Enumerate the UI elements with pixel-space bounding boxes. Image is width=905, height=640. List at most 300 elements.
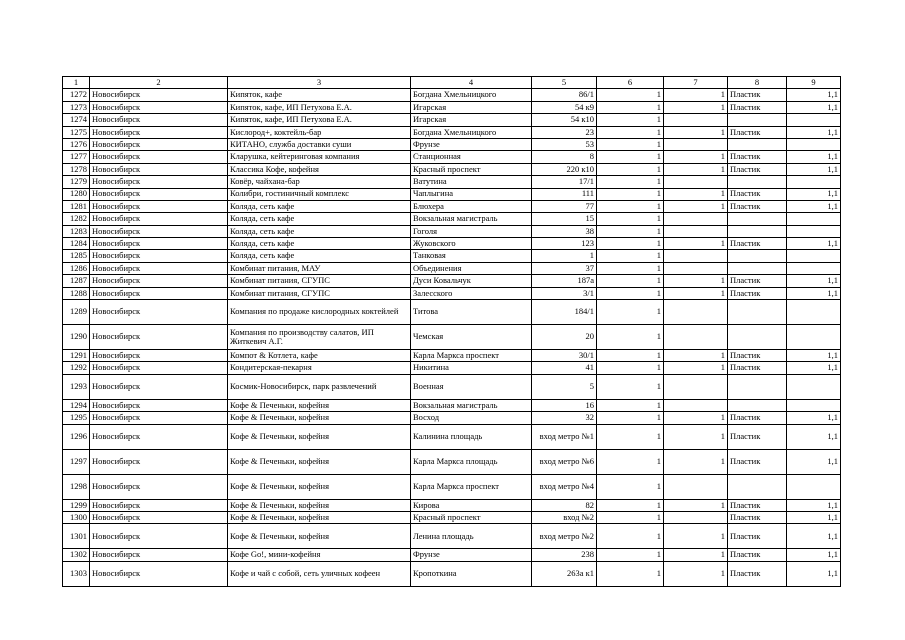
street-cell: Титова [411,300,532,325]
name-cell: Кофе & Печеньки, кофейня [228,499,411,511]
city-cell: Новосибирск [90,188,228,200]
house-cell: 263а к1 [532,561,597,586]
table-row [63,499,841,511]
city-cell: Новосибирск [90,412,228,424]
material-cell [728,138,787,150]
city-cell: Новосибирск [90,225,228,237]
street-cell: Жуковского [411,238,532,250]
table-row [63,262,841,274]
street-cell: Никитина [411,362,532,374]
house-cell: 123 [532,238,597,250]
house-cell: 54 к9 [532,101,597,113]
table-row [63,225,841,237]
material-cell [728,213,787,225]
name-cell: Компания по продаже кислородных коктейлей [228,300,411,325]
col7-cell [664,250,728,262]
col6-cell: 1 [597,561,664,586]
table-body [63,89,841,586]
street-cell: Блюхера [411,200,532,212]
name-cell: Кофе & Печеньки, кофейня [228,412,411,424]
row-number-cell: 1291 [63,350,90,362]
row-number-cell: 1289 [63,300,90,325]
street-cell: Ленина площадь [411,524,532,549]
material-cell [728,474,787,499]
col6-cell: 1 [597,511,664,523]
city-cell: Новосибирск [90,350,228,362]
row-number-cell: 1287 [63,275,90,287]
value-cell [787,262,841,274]
value-cell: 1,1 [787,101,841,113]
value-cell: 1,1 [787,200,841,212]
value-cell: 1,1 [787,561,841,586]
value-cell [787,114,841,126]
city-cell: Новосибирск [90,151,228,163]
name-cell: Кофе & Печеньки, кофейня [228,474,411,499]
table-row [63,424,841,449]
header-cell: 9 [787,77,841,89]
table-row [63,449,841,474]
street-cell: Игарская [411,101,532,113]
city-cell: Новосибирск [90,176,228,188]
name-cell: Кофе и чай с собой, сеть уличных кофеен [228,561,411,586]
house-cell: вход №2 [532,511,597,523]
table-row [63,549,841,561]
header-row [63,77,841,89]
row-number-cell: 1290 [63,325,90,350]
col6-cell: 1 [597,362,664,374]
street-cell: Красный проспект [411,511,532,523]
row-number-cell: 1279 [63,176,90,188]
street-cell: Станционная [411,151,532,163]
col7-cell: 1 [664,287,728,299]
header-cell: 5 [532,77,597,89]
name-cell: Кипяток, кафе [228,89,411,101]
city-cell: Новосибирск [90,424,228,449]
city-cell: Новосибирск [90,511,228,523]
city-cell: Новосибирск [90,138,228,150]
value-cell: 1,1 [787,499,841,511]
col6-cell: 1 [597,138,664,150]
material-cell: Пластик [728,549,787,561]
city-cell: Новосибирск [90,362,228,374]
material-cell: Пластик [728,200,787,212]
material-cell: Пластик [728,101,787,113]
row-number-cell: 1282 [63,213,90,225]
col6-cell: 1 [597,225,664,237]
street-cell: Объединения [411,262,532,274]
table-row [63,126,841,138]
col7-cell: 1 [664,163,728,175]
data-table [62,76,841,587]
row-number-cell: 1274 [63,114,90,126]
material-cell [728,225,787,237]
col6-cell: 1 [597,424,664,449]
row-number-cell: 1276 [63,138,90,150]
material-cell [728,176,787,188]
name-cell: Кофе & Печеньки, кофейня [228,449,411,474]
material-cell: Пластик [728,163,787,175]
row-number-cell: 1278 [63,163,90,175]
house-cell: 238 [532,549,597,561]
value-cell: 1,1 [787,89,841,101]
table-row [63,89,841,101]
city-cell: Новосибирск [90,200,228,212]
material-cell: Пластик [728,126,787,138]
col7-cell: 1 [664,449,728,474]
col6-cell: 1 [597,250,664,262]
house-cell: 1 [532,250,597,262]
col6-cell: 1 [597,499,664,511]
house-cell: 20 [532,325,597,350]
city-cell: Новосибирск [90,287,228,299]
material-cell [728,325,787,350]
row-number-cell: 1303 [63,561,90,586]
row-number-cell: 1272 [63,89,90,101]
col7-cell [664,511,728,523]
name-cell: Комбинат питания, СГУПС [228,287,411,299]
value-cell: 1,1 [787,188,841,200]
spreadsheet-table-container [62,76,841,587]
city-cell: Новосибирск [90,325,228,350]
row-number-cell: 1277 [63,151,90,163]
row-number-cell: 1297 [63,449,90,474]
row-number-cell: 1281 [63,200,90,212]
house-cell: 54 к10 [532,114,597,126]
value-cell: 1,1 [787,275,841,287]
value-cell [787,300,841,325]
name-cell: Кислород+, коктейль-бар [228,126,411,138]
house-cell: 3/1 [532,287,597,299]
value-cell: 1,1 [787,362,841,374]
col6-cell: 1 [597,89,664,101]
header-cell: 4 [411,77,532,89]
col6-cell: 1 [597,262,664,274]
header-cell: 3 [228,77,411,89]
street-cell: Богдана Хмельницкого [411,89,532,101]
row-number-cell: 1299 [63,499,90,511]
city-cell: Новосибирск [90,126,228,138]
street-cell: Карла Маркса проспект [411,350,532,362]
house-cell: 8 [532,151,597,163]
value-cell [787,250,841,262]
city-cell: Новосибирск [90,499,228,511]
material-cell: Пластик [728,89,787,101]
table-row [63,362,841,374]
material-cell: Пластик [728,188,787,200]
table-row [63,561,841,586]
table-row [63,412,841,424]
col6-cell: 1 [597,114,664,126]
col6-cell: 1 [597,101,664,113]
city-cell: Новосибирск [90,262,228,274]
col7-cell: 1 [664,424,728,449]
col7-cell [664,114,728,126]
col6-cell: 1 [597,126,664,138]
col6-cell: 1 [597,213,664,225]
table-row [63,163,841,175]
col7-cell: 1 [664,524,728,549]
material-cell [728,250,787,262]
material-cell [728,300,787,325]
house-cell: вход метро №1 [532,424,597,449]
col6-cell: 1 [597,300,664,325]
row-number-cell: 1288 [63,287,90,299]
col6-cell: 1 [597,200,664,212]
col7-cell [664,138,728,150]
col7-cell: 1 [664,238,728,250]
house-cell: 15 [532,213,597,225]
value-cell: 1,1 [787,424,841,449]
name-cell: Кофе & Печеньки, кофейня [228,511,411,523]
house-cell: 53 [532,138,597,150]
house-cell: 86/1 [532,89,597,101]
header-cell: 1 [63,77,90,89]
col7-cell [664,225,728,237]
city-cell: Новосибирск [90,524,228,549]
table-row [63,101,841,113]
table-row [63,275,841,287]
table-row [63,176,841,188]
table-row [63,374,841,399]
material-cell: Пластик [728,499,787,511]
col6-cell: 1 [597,549,664,561]
city-cell: Новосибирск [90,89,228,101]
material-cell: Пластик [728,449,787,474]
name-cell: Комбинат питания, МАУ [228,262,411,274]
name-cell: Кофе Go!, мини-кофейня [228,549,411,561]
house-cell: 16 [532,399,597,411]
city-cell: Новосибирск [90,549,228,561]
house-cell: 5 [532,374,597,399]
value-cell: 1,1 [787,549,841,561]
col7-cell [664,176,728,188]
city-cell: Новосибирск [90,300,228,325]
row-number-cell: 1293 [63,374,90,399]
col7-cell: 1 [664,188,728,200]
value-cell [787,399,841,411]
col6-cell: 1 [597,350,664,362]
col6-cell: 1 [597,412,664,424]
row-number-cell: 1295 [63,412,90,424]
street-cell: Восход [411,412,532,424]
city-cell: Новосибирск [90,449,228,474]
house-cell: 220 к10 [532,163,597,175]
col6-cell: 1 [597,325,664,350]
material-cell: Пластик [728,412,787,424]
col6-cell: 1 [597,399,664,411]
table-row [63,238,841,250]
row-number-cell: 1302 [63,549,90,561]
city-cell: Новосибирск [90,374,228,399]
name-cell: Комбинат питания, СГУПС [228,275,411,287]
house-cell: 37 [532,262,597,274]
col6-cell: 1 [597,238,664,250]
value-cell: 1,1 [787,126,841,138]
name-cell: Коляда, сеть кафе [228,225,411,237]
row-number-cell: 1300 [63,511,90,523]
house-cell: вход метро №4 [532,474,597,499]
value-cell: 1,1 [787,151,841,163]
street-cell: Кирова [411,499,532,511]
material-cell: Пластик [728,424,787,449]
street-cell: Чемская [411,325,532,350]
value-cell [787,213,841,225]
house-cell: 184/1 [532,300,597,325]
street-cell: Красный проспект [411,163,532,175]
col6-cell: 1 [597,188,664,200]
house-cell: 23 [532,126,597,138]
value-cell [787,474,841,499]
name-cell: Кипяток, кафе, ИП Петухова Е.А. [228,114,411,126]
street-cell: Чаплыгина [411,188,532,200]
col6-cell: 1 [597,275,664,287]
name-cell: Коляда, сеть кафе [228,238,411,250]
col7-cell: 1 [664,151,728,163]
value-cell: 1,1 [787,412,841,424]
name-cell: Колибри, гостиничный комплекс [228,188,411,200]
row-number-cell: 1273 [63,101,90,113]
material-cell: Пластик [728,238,787,250]
header-cell: 7 [664,77,728,89]
name-cell: Кипяток, кафе, ИП Петухова Е.А. [228,101,411,113]
material-cell: Пластик [728,151,787,163]
street-cell: Вокзальная магистраль [411,399,532,411]
row-number-cell: 1284 [63,238,90,250]
row-number-cell: 1301 [63,524,90,549]
row-number-cell: 1286 [63,262,90,274]
city-cell: Новосибирск [90,114,228,126]
street-cell: Фрунзе [411,549,532,561]
col6-cell: 1 [597,287,664,299]
house-cell: 30/1 [532,350,597,362]
street-cell: Гоголя [411,225,532,237]
table-row [63,325,841,350]
value-cell [787,225,841,237]
house-cell: вход метро №2 [532,524,597,549]
col6-cell: 1 [597,151,664,163]
col7-cell: 1 [664,362,728,374]
col7-cell: 1 [664,412,728,424]
city-cell: Новосибирск [90,250,228,262]
row-number-cell: 1283 [63,225,90,237]
row-number-cell: 1292 [63,362,90,374]
row-number-cell: 1294 [63,399,90,411]
name-cell: КИТАНО, служба доставки суши [228,138,411,150]
street-cell: Карла Маркса площадь [411,449,532,474]
col6-cell: 1 [597,176,664,188]
value-cell [787,138,841,150]
col7-cell: 1 [664,549,728,561]
value-cell: 1,1 [787,511,841,523]
value-cell: 1,1 [787,350,841,362]
col6-cell: 1 [597,374,664,399]
col7-cell [664,374,728,399]
house-cell: 77 [532,200,597,212]
street-cell: Танковая [411,250,532,262]
table-row [63,399,841,411]
col7-cell: 1 [664,275,728,287]
material-cell: Пластик [728,350,787,362]
value-cell [787,374,841,399]
value-cell [787,325,841,350]
name-cell: Кондитерская-пекарня [228,362,411,374]
street-cell: Богдана Хмельницкого [411,126,532,138]
col7-cell: 1 [664,89,728,101]
col6-cell: 1 [597,524,664,549]
row-number-cell: 1296 [63,424,90,449]
name-cell: Кофе & Печеньки, кофейня [228,524,411,549]
city-cell: Новосибирск [90,163,228,175]
col7-cell [664,213,728,225]
col7-cell [664,474,728,499]
material-cell: Пластик [728,524,787,549]
name-cell: Кофе & Печеньки, кофейня [228,424,411,449]
name-cell: Коляда, сеть кафе [228,200,411,212]
table-row [63,138,841,150]
name-cell: Космик-Новосибирск, парк развлечений [228,374,411,399]
col7-cell: 1 [664,200,728,212]
street-cell: Игарская [411,114,532,126]
city-cell: Новосибирск [90,474,228,499]
house-cell: 111 [532,188,597,200]
street-cell: Ватутина [411,176,532,188]
name-cell: Кларушка, кейтеринговая компания [228,151,411,163]
header-cell: 2 [90,77,228,89]
house-cell: 17/1 [532,176,597,188]
house-cell: 32 [532,412,597,424]
name-cell: Ковёр, чайхана-бар [228,176,411,188]
house-cell: 187а [532,275,597,287]
table-row [63,350,841,362]
material-cell [728,374,787,399]
row-number-cell: 1285 [63,250,90,262]
row-number-cell: 1298 [63,474,90,499]
street-cell: Кропоткина [411,561,532,586]
street-cell: Дуси Ковальчук [411,275,532,287]
name-cell: Коляда, сеть кафе [228,250,411,262]
table-row [63,524,841,549]
header-cell: 6 [597,77,664,89]
col6-cell: 1 [597,449,664,474]
col6-cell: 1 [597,474,664,499]
col7-cell: 1 [664,561,728,586]
table-row [63,287,841,299]
col7-cell [664,262,728,274]
material-cell: Пластик [728,511,787,523]
col7-cell: 1 [664,499,728,511]
table-row [63,300,841,325]
city-cell: Новосибирск [90,238,228,250]
city-cell: Новосибирск [90,561,228,586]
city-cell: Новосибирск [90,101,228,113]
name-cell: Компот & Котлета, кафе [228,350,411,362]
city-cell: Новосибирск [90,213,228,225]
material-cell: Пластик [728,275,787,287]
row-number-cell: 1280 [63,188,90,200]
table-row [63,213,841,225]
house-cell: 41 [532,362,597,374]
name-cell: Кофе & Печеньки, кофейня [228,399,411,411]
header-cell: 8 [728,77,787,89]
house-cell: 82 [532,499,597,511]
value-cell: 1,1 [787,449,841,474]
row-number-cell: 1275 [63,126,90,138]
street-cell: Вокзальная магистраль [411,213,532,225]
material-cell [728,399,787,411]
name-cell: Компания по производству салатов, ИП Житкевич А.Г. [228,325,411,350]
col7-cell [664,300,728,325]
city-cell: Новосибирск [90,399,228,411]
